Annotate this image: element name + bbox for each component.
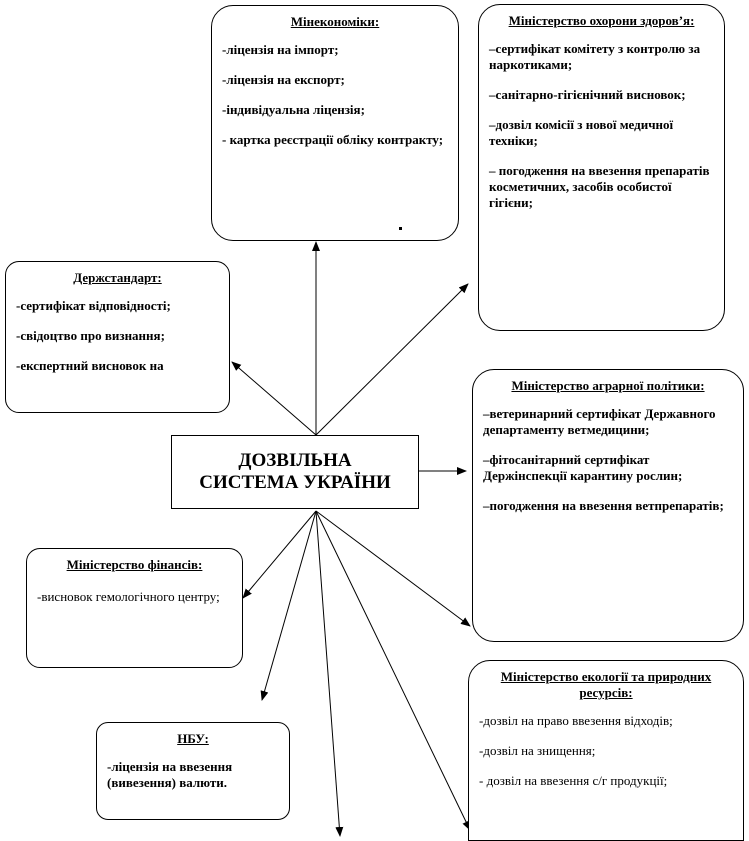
- list-item: –фітосанітарний сертифікат Держінспекції карантину рослин;: [483, 452, 683, 483]
- box-title: Держстандарт:: [73, 270, 162, 285]
- box-ecology-ministry: [468, 660, 744, 841]
- box-health-ministry: [478, 4, 725, 331]
- central-node: [171, 435, 419, 509]
- box-title: Міністерство охорони здоров’я:: [508, 13, 695, 28]
- list-item: -висновок гемологічного центру;: [37, 589, 220, 604]
- list-item: - дозвіл на ввезення с/г продукції;: [479, 773, 668, 788]
- arrow-to-health: [316, 284, 468, 435]
- central-title-line1: ДОЗВІЛЬНА: [238, 450, 352, 471]
- arrow-down: [316, 511, 340, 836]
- list-item: –сертифікат комітету з контролю за наркотиками;: [489, 41, 701, 72]
- arrow-to-nbu: [262, 511, 316, 700]
- list-item: -індивідуальна ліцензія;: [222, 102, 365, 117]
- list-item: -ліцензія на експорт;: [222, 72, 345, 87]
- box-title: Міністерство екології та природних ресурсів:: [500, 669, 712, 700]
- list-item: -сертифікат відповідності;: [16, 298, 171, 313]
- list-item: -експертний висновок на: [16, 358, 164, 373]
- box-mineconomics: [211, 5, 459, 241]
- list-item: –ветеринарний сертифікат Державного департаменту ветмедицини;: [483, 406, 716, 437]
- list-item: -свідоцтво про визнання;: [16, 328, 165, 343]
- list-item: – погодження на ввезення препаратів косметичних, засобів особистої гігієни;: [489, 163, 710, 210]
- box-finance-ministry: [26, 548, 243, 668]
- central-title-line2: СИСТЕМА УКРАЇНИ: [199, 472, 391, 493]
- box-title: Мінекономіки:: [290, 14, 380, 29]
- list-item: –дозвіл комісії з нової медичної техніки;: [489, 117, 674, 148]
- arrow-to-finance: [243, 511, 316, 598]
- list-item: -ліцензія на імпорт;: [222, 42, 339, 57]
- list-item: –санітарно-гігієнічний висновок;: [489, 87, 686, 102]
- box-derzhstandart: [5, 261, 230, 413]
- box-title: Міністерство фінансів:: [66, 557, 203, 572]
- arrow-to-agrarian-lower: [316, 511, 470, 626]
- box-title: Міністерство аграрної політики:: [511, 378, 705, 393]
- box-title: НБУ:: [177, 731, 209, 746]
- list-item: - картка реєстрації обліку контракту;: [222, 132, 444, 147]
- list-item: -ліцензія на ввезення (вивезення) валюти.: [107, 759, 233, 790]
- list-item: –погодження на ввезення ветпрепаратів;: [483, 498, 724, 513]
- box-nbu: [96, 722, 290, 820]
- box-agrarian-ministry: [472, 369, 744, 642]
- list-item: -дозвіл на право ввезення відходів;: [479, 713, 673, 728]
- arrow-to-ecology: [316, 511, 470, 830]
- list-item: -дозвіл на знищення;: [479, 743, 596, 758]
- arrow-to-derzhstandart: [232, 362, 316, 435]
- stray-dot: [399, 227, 402, 230]
